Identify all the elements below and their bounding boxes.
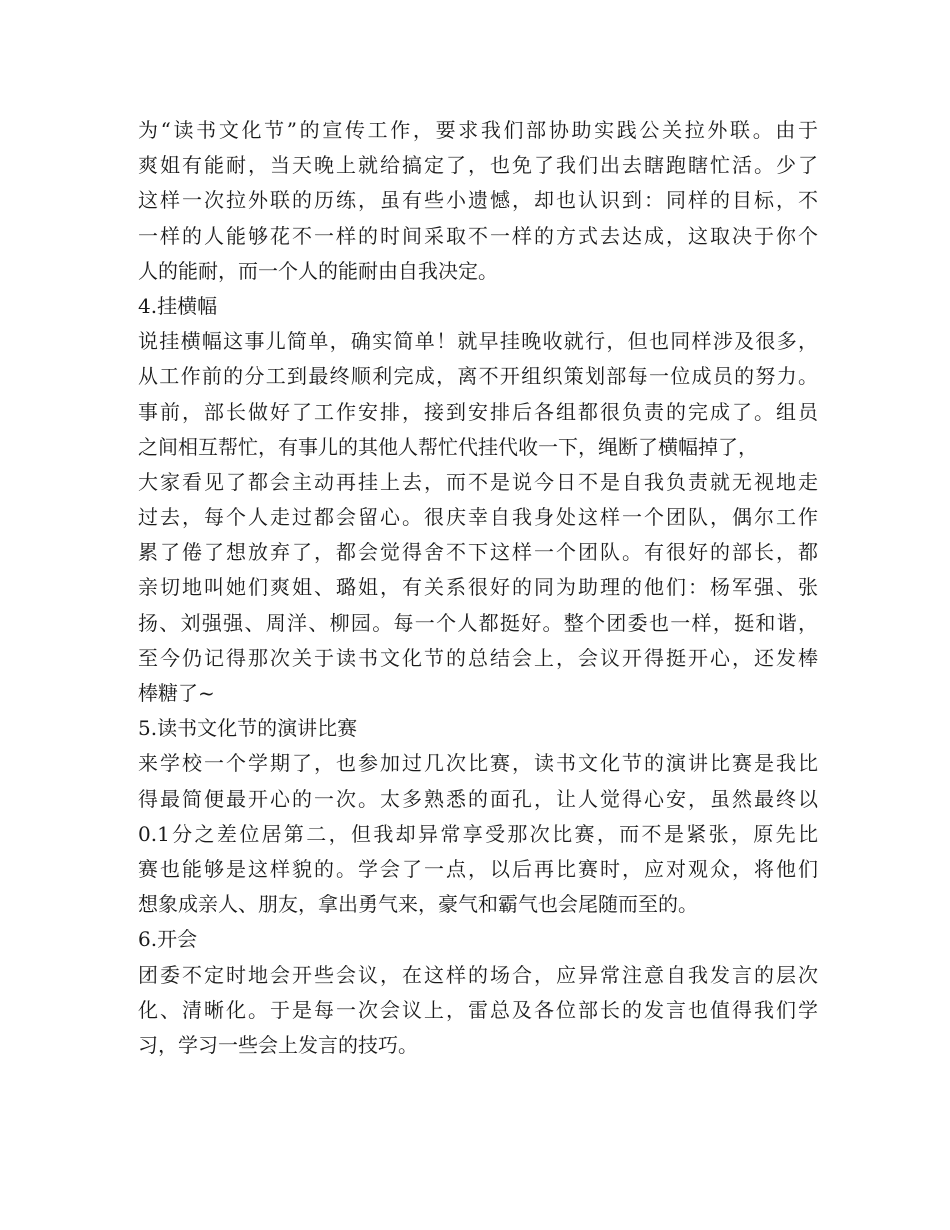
text-line: 事前，部长做好了工作安排，接到安排后各组都很负责的完成了。组员 — [138, 399, 818, 424]
text-line: 一样的人能够花不一样的时间采取不一样的方式去达成，这取决于你个 — [138, 223, 818, 248]
text-line: 从工作前的分工到最终顺利完成，离不开组织策划部每一位成员的努力。 — [138, 364, 818, 389]
text-line: 大家看见了都会主动再挂上去，而不是说今日不是自我负责就无视地走 — [138, 469, 818, 494]
text-line: 化、清晰化。于是每一次会议上，雷总及各位部长的发言也值得我们学 — [138, 997, 818, 1022]
text-line: 人的能耐，而一个人的能耐由自我决定。 — [138, 258, 498, 283]
text-line: 累了倦了想放弃了，都会觉得舍不下这样一个团队。有很好的部长，都 — [138, 540, 818, 565]
text-line: 爽姐有能耐，当天晚上就给搞定了，也免了我们出去瞎跑瞎忙活。少了 — [138, 153, 818, 178]
text-line: 得最简便最开心的一次。太多熟悉的面孔，让人觉得心安，虽然最终以 — [138, 786, 818, 811]
text-line: 扬、刘强强、周洋、柳园。每一个人都挺好。整个团委也一样，挺和谐， — [138, 610, 818, 635]
text-line: 想象成亲人、朋友，拿出勇气来，豪气和霸气也会尾随而至的。 — [138, 892, 698, 917]
text-line: 之间相互帮忙，有事儿的其他人帮忙代挂代收一下，绳断了横幅掉了， — [138, 434, 758, 459]
text-line: 团委不定时地会开些会议，在这样的场合，应异常注意自我发言的层次 — [138, 962, 818, 987]
text-line: 来学校一个学期了，也参加过几次比赛，读书文化节的演讲比赛是我比 — [138, 751, 818, 776]
text-line: 这样一次拉外联的历练，虽有些小遗憾，却也认识到：同样的目标，不 — [138, 188, 818, 213]
text-line: 习，学习一些会上发言的技巧。 — [138, 1032, 418, 1057]
section-heading: 6.开会 — [138, 927, 198, 952]
section-heading: 4.挂横幅 — [138, 293, 218, 318]
text-line: 棒糖了~ — [138, 681, 215, 705]
section-heading: 5.读书文化节的演讲比赛 — [138, 716, 358, 741]
text-line: 为“读书文化节”的宣传工作，要求我们部协助实践公关拉外联。由于 — [138, 118, 818, 142]
document-page — [138, 113, 818, 1063]
text-line: 说挂横幅这事儿简单，确实简单！就早挂晚收就行，但也同样涉及很多， — [138, 329, 818, 354]
text-line: 0.1分之差位居第二，但我却异常享受那次比赛，而不是紧张，原先比 — [138, 821, 818, 846]
text-line: 赛也能够是这样貌的。学会了一点，以后再比赛时，应对观众，将他们 — [138, 856, 818, 881]
text-line: 亲切地叫她们爽姐、璐姐，有关系很好的同为助理的他们：杨军强、张 — [138, 575, 818, 600]
text-line: 过去，每个人走过都会留心。很庆幸自我身处这样一个团队，偶尔工作 — [138, 505, 818, 530]
text-line: 至今仍记得那次关于读书文化节的总结会上，会议开得挺开心，还发棒 — [138, 645, 818, 670]
